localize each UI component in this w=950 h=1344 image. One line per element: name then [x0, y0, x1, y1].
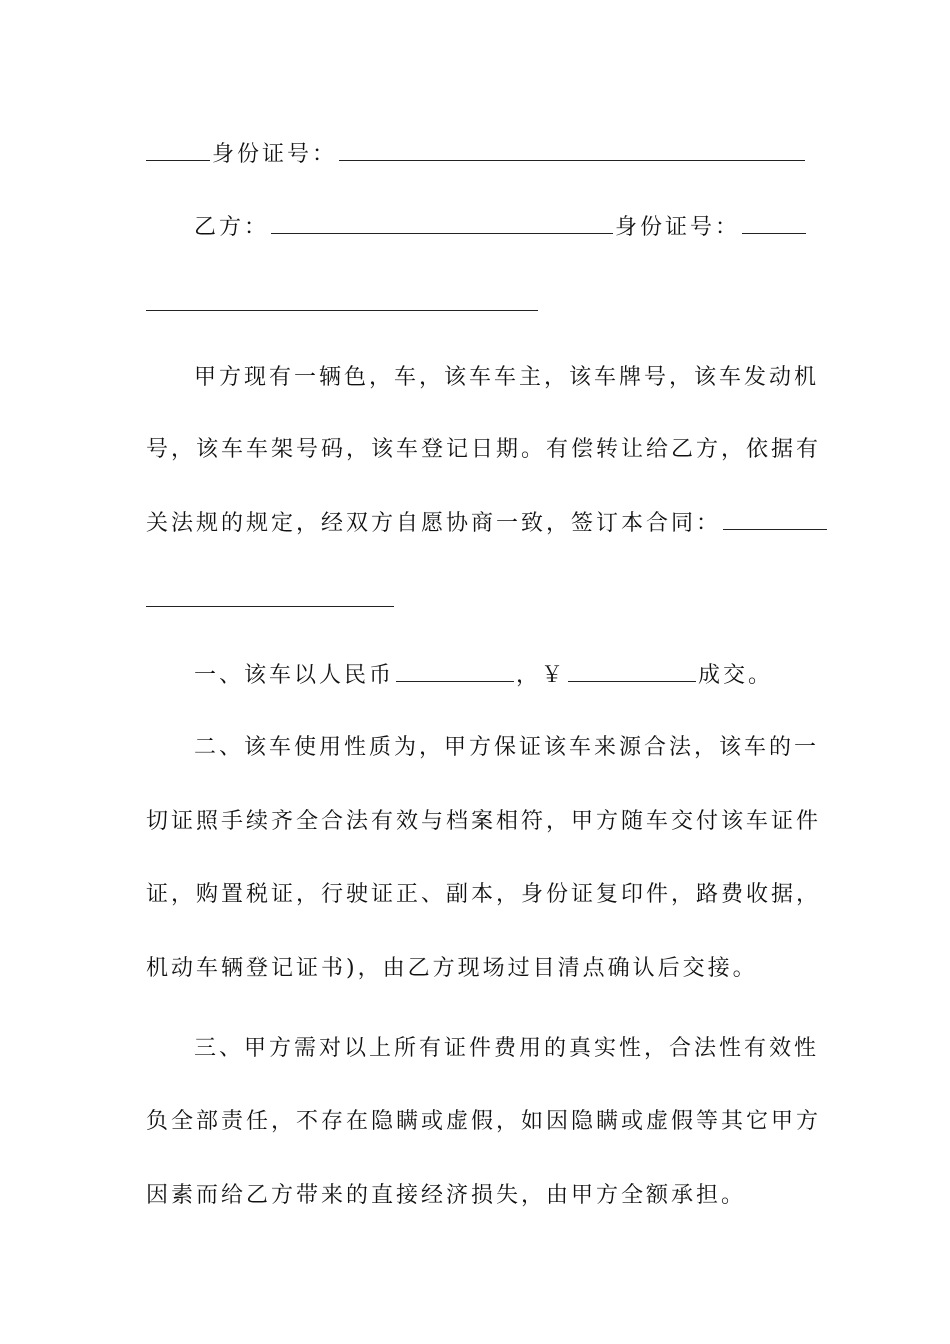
- clause-2-line2: 切证照手续齐全合法有效与档案相符，甲方随车交付该车证件: [146, 809, 822, 834]
- party-b-label: 乙方：: [194, 215, 270, 240]
- rmb-amount-blank: [396, 659, 514, 682]
- clause-2-line4: 机动车辆登记证书)，由乙方现场过目清点确认后交接。: [146, 956, 758, 981]
- continuation-rule: [146, 310, 538, 311]
- clause-2-line3: 证，购置税证，行驶证正、副本，身份证复印件，路费收据，: [146, 882, 822, 907]
- clause-1-a: 一、该车以人民币: [194, 663, 395, 688]
- clause-2-line1: 二、该车使用性质为，甲方保证该车来源合法，该车的一: [194, 735, 820, 760]
- clause-1-b: ，￥: [516, 663, 567, 688]
- clause-3-line1: 三、甲方需对以上所有证件费用的真实性，合法性有效性: [194, 1036, 820, 1061]
- clause-3-line3: 因素而给乙方带来的直接经济损失，由甲方全额承担。: [146, 1183, 747, 1208]
- party-b-id-label: 身份证号：: [615, 215, 741, 240]
- clause-1-c: 成交。: [698, 663, 774, 688]
- contract-blank: [723, 507, 827, 530]
- clause-3-line2: 负全部责任，不存在隐瞒或虚假，如因隐瞒或虚假等其它甲方: [146, 1109, 822, 1134]
- party-b-line: [194, 211, 806, 243]
- para1-line3: [146, 507, 806, 539]
- party-b-blank: [271, 211, 613, 234]
- id-number-line: [146, 138, 806, 170]
- party-b-id-blank: [742, 211, 806, 234]
- id-number-label: 身份证号：: [212, 142, 338, 167]
- para1-line1: 甲方现有一辆色，车，该车车主，该车牌号，该车发动机: [194, 365, 820, 390]
- yen-amount-blank: [568, 659, 696, 682]
- blank-field: [146, 138, 210, 161]
- id-number-blank: [339, 138, 805, 161]
- para1-line2: 号，该车车架号码，该车登记日期。有偿转让给乙方，依据有: [146, 437, 822, 462]
- para1-line3-text: 关法规的规定，经双方自愿协商一致，签订本合同：: [146, 511, 722, 536]
- contract-rule: [146, 606, 394, 607]
- clause-1: [194, 659, 806, 691]
